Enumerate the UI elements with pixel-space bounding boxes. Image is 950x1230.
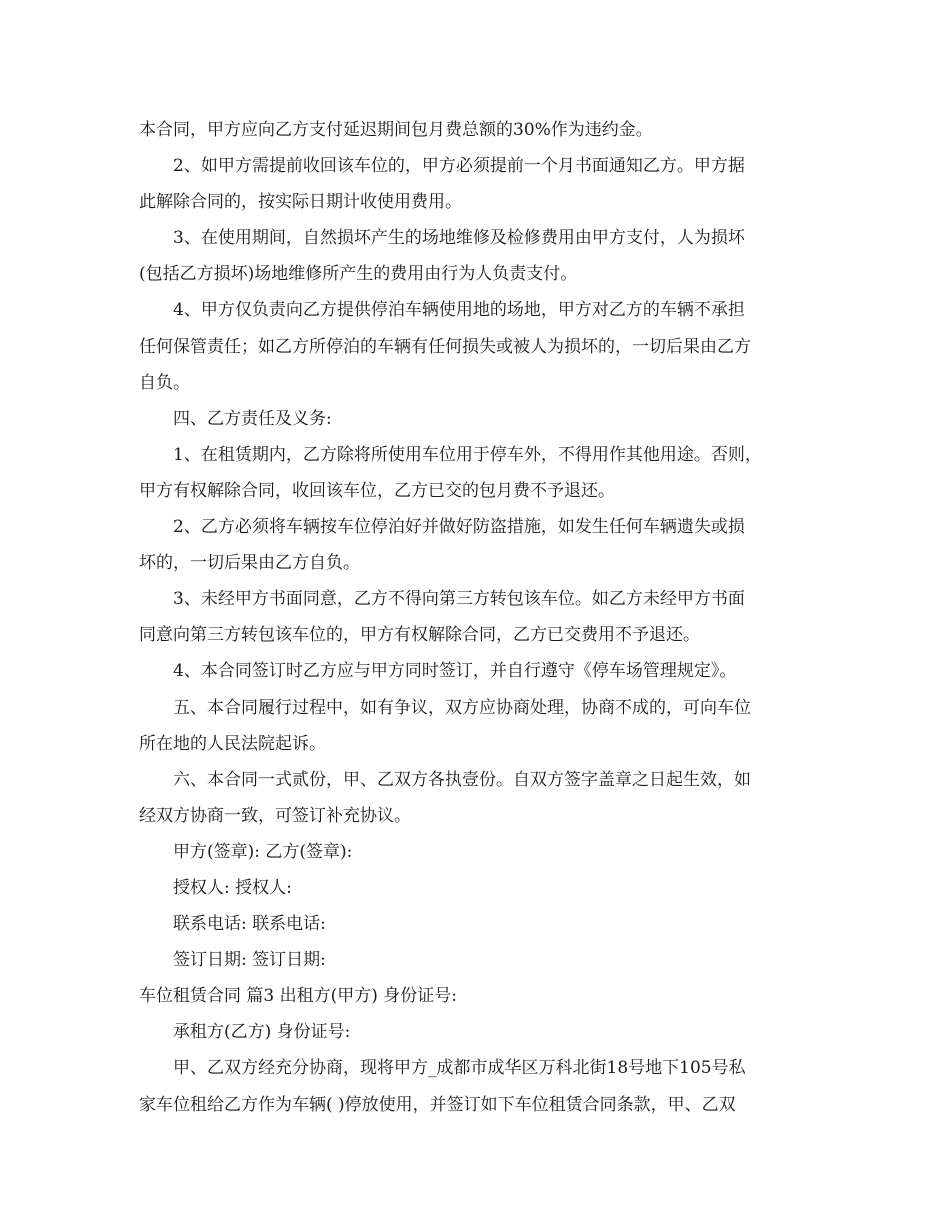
text-line: 联系电话: 联系电话: (173, 914, 326, 935)
text-line: 2、如甲方需提前收回该车位的，甲方必须提前一个月书面通知乙方。甲方据 (173, 156, 745, 177)
text-line: 坏的，一切后果由乙方自负。 (139, 553, 360, 574)
text-line: 所在地的人民法院起诉。 (139, 733, 326, 754)
text-line: 甲方有权解除合同，收回该车位，乙方已交的包月费不予退还。 (139, 480, 615, 501)
text-line: 本合同，甲方应向乙方支付延迟期间包月费总额的30%作为违约金。 (139, 120, 653, 140)
text-line: 此解除合同的，按实际日期计收使用费用。 (139, 192, 462, 213)
text-line: 自负。 (139, 372, 190, 393)
text-line: 任何保管责任；如乙方所停泊的车辆有任何损失或被人为损坏的，一切后果由乙方 (139, 336, 751, 357)
text-line: 五、本合同履行过程中，如有争议，双方应协商处理，协商不成的，可向车位 (173, 697, 751, 718)
text-line: 4、本合同签订时乙方应与甲方同时签订，并自行遵守《停车场管理规定》。 (173, 661, 737, 682)
text-line: 1、在租赁期内，乙方除将所使用车位用于停车外，不得用作其他用途。否则， (173, 444, 762, 465)
text-line: (包括乙方损坏)场地维修所产生的费用由行为人负责支付。 (139, 264, 578, 285)
text-line: 甲方(签章): 乙方(签章): (173, 841, 353, 862)
text-line: 2、乙方必须将车辆按车位停泊好并做好防盗措施，如发生任何车辆遗失或损 (173, 517, 745, 538)
text-line: 4、甲方仅负责向乙方提供停泊车辆使用地的场地，甲方对乙方的车辆不承担 (173, 300, 745, 321)
text-line: 同意向第三方转包该车位的，甲方有权解除合同，乙方已交费用不予退还。 (139, 625, 700, 646)
text-line: 六、本合同一式贰份，甲、乙双方各执壹份。自双方签字盖章之日起生效，如 (173, 769, 751, 790)
text-line: 承租方(乙方) 身份证号: (173, 1022, 351, 1043)
text-line: 3、未经甲方书面同意，乙方不得向第三方转包该车位。如乙方未经甲方书面 (173, 589, 745, 610)
text-line: 授权人: 授权人: (173, 877, 292, 898)
text-line: 四、乙方责任及义务: (173, 408, 332, 429)
contract-text-body (139, 112, 819, 1123)
text-line: 甲、乙双方经充分协商，现将甲方_成都市成华区万科北街18号地下105号私 (173, 1058, 746, 1079)
text-line: 签订日期: 签订日期: (173, 950, 326, 971)
text-line: 3、在使用期间，自然损坏产生的场地维修及检修费用由甲方支付，人为损坏 (173, 228, 745, 249)
text-line: 家车位租给乙方作为车辆( )停放使用，并签订如下车位租赁合同条款，甲、乙双 (139, 1094, 736, 1115)
text-line: 经双方协商一致，可签订补充协议。 (139, 805, 411, 826)
text-line: 车位租赁合同 篇3 出租方(甲方) 身份证号: (139, 986, 458, 1007)
